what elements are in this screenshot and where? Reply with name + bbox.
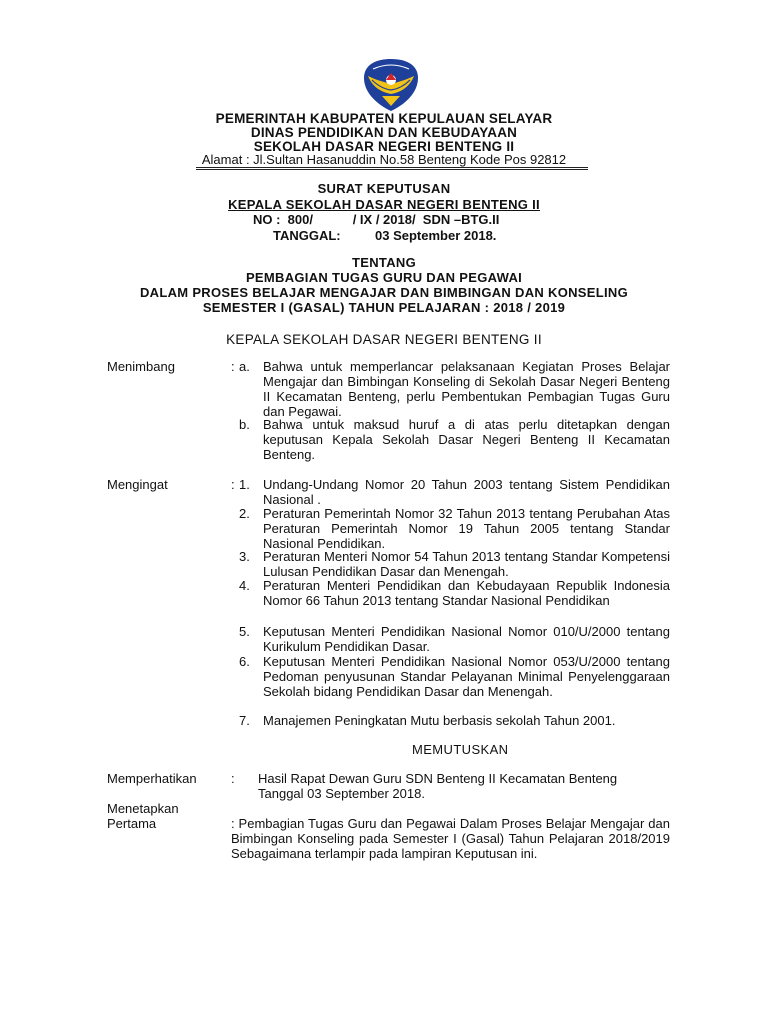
decree-subtitle: KEPALA SEKOLAH DASAR NEGERI BENTENG II — [228, 197, 540, 212]
menetapkan-pertama-label: Pertama — [107, 816, 157, 831]
menimbang-mark-a: a. — [239, 359, 250, 374]
decree-number: NO : 800/ / IX / 2018/ SDN –BTG.II — [253, 212, 500, 227]
memutuskan-heading: MEMUTUSKAN — [412, 742, 509, 757]
mengingat-mark-2: 2. — [239, 506, 250, 521]
mengingat-item-7: Manajemen Peningkatan Mutu berbasis sekolah Tahun 2001. — [263, 713, 616, 728]
decree-subject-1: PEMBAGIAN TUGAS GURU DAN PEGAWAI — [245, 270, 523, 285]
mengingat-item-6: Keputusan Menteri Pendidikan Nasional Nomor 053/U/2000 tentang Pedoman penyusunan Standar Pelayanan Minimal Penyelenggaraan Sekolah bidang Pendidikan Dasar dan Menengah. — [263, 654, 670, 699]
mengingat-mark-3: 3. — [239, 549, 250, 564]
memperhatikan-colon: : — [231, 771, 235, 786]
mengingat-item-1: Undang-Undang Nomor 20 Tahun 2003 tentang Sistem Pendidikan Nasional . — [263, 477, 670, 507]
header-government: PEMERINTAH KABUPATEN KEPULAUAN SELAYAR — [215, 111, 553, 126]
menimbang-item-b: Bahwa untuk maksud huruf a di atas perlu ditetapkan dengan keputusan Kepala Sekolah Dasar Negeri Benteng II Kecamatan Benteng. — [263, 417, 670, 462]
menetapkan-pertama-text: : Pembagian Tugas Guru dan Pegawai Dalam Proses Belajar Mengajar dan Bimbingan Konseling pada Semester I (Gasal) Tahun Pelajaran 2018/2019 Sebagaimana terlampir pada lampiran Keputusan ini. — [231, 816, 670, 861]
mengingat-colon: : — [231, 477, 235, 492]
memperhatikan-text: Hasil Rapat Dewan Guru SDN Benteng II Kecamatan Benteng Tanggal 03 September 2018. — [258, 771, 618, 801]
mengingat-item-3: Peraturan Menteri Nomor 54 Tahun 2013 tentang Standar Kompetensi Lulusan Pendidikan Dasar dan Menengah. — [263, 549, 670, 579]
mengingat-mark-5: 5. — [239, 624, 250, 639]
menimbang-label: Menimbang — [107, 359, 175, 374]
mengingat-mark-1: 1. — [239, 477, 250, 492]
menimbang-colon: : — [231, 359, 235, 374]
decree-about: TENTANG — [352, 255, 416, 270]
mengingat-item-4: Peraturan Menteri Pendidikan dan Kebudayaan Republik Indonesia Nomor 66 Tahun 2013 tentang Standar Nasional Pendidikan — [263, 578, 670, 608]
decree-issuer: KEPALA SEKOLAH DASAR NEGERI BENTENG II — [226, 332, 542, 347]
menimbang-item-a: Bahwa untuk memperlancar pelaksanaan Kegiatan Proses Belajar Mengajar dan Bimbingan Konseling di Sekolah Dasar Negeri Benteng II Kecamatan Benteng, perlu Pembentukan Pembagian Tugas Guru dan Pegawai. — [263, 359, 670, 419]
mengingat-mark-7: 7. — [239, 713, 250, 728]
header-school: SEKOLAH DASAR NEGERI BENTENG II — [253, 139, 515, 154]
mengingat-item-5: Keputusan Menteri Pendidikan Nasional Nomor 010/U/2000 tentang Kurikulum Pendidikan Dasar. — [263, 624, 670, 654]
mengingat-mark-6: 6. — [239, 654, 250, 669]
decree-date-value: 03 September 2018. — [375, 228, 497, 243]
memperhatikan-label: Memperhatikan — [107, 771, 197, 786]
decree-title: SURAT KEPUTUSAN — [317, 181, 451, 196]
menetapkan-label: Menetapkan — [107, 801, 179, 816]
header-address: Alamat : Jl.Sultan Hasanuddin No.58 Benteng Kode Pos 92812 — [201, 152, 567, 167]
menimbang-mark-b: b. — [239, 417, 250, 432]
tut-wuri-handayani-logo-icon — [356, 56, 426, 114]
decree-subject-3: SEMESTER I (GASAL) TAHUN PELAJARAN : 2018 / 2019 — [202, 300, 566, 315]
header-divider — [196, 167, 588, 168]
mengingat-label: Mengingat — [107, 477, 168, 492]
header-divider-2 — [196, 169, 588, 170]
decree-date-label: TANGGAL: — [273, 228, 341, 243]
header-department: DINAS PENDIDIKAN DAN KEBUDAYAAN — [250, 125, 518, 140]
decree-subject-2: DALAM PROSES BELAJAR MENGAJAR DAN BIMBINGAN DAN KONSELING — [139, 285, 628, 300]
mengingat-mark-4: 4. — [239, 578, 250, 593]
mengingat-item-2: Peraturan Pemerintah Nomor 32 Tahun 2013 tentang Perubahan Atas Peraturan Pemerintah Nomor 19 Tahun 2005 tentang Standar Nasional Pendidikan. — [263, 506, 670, 551]
